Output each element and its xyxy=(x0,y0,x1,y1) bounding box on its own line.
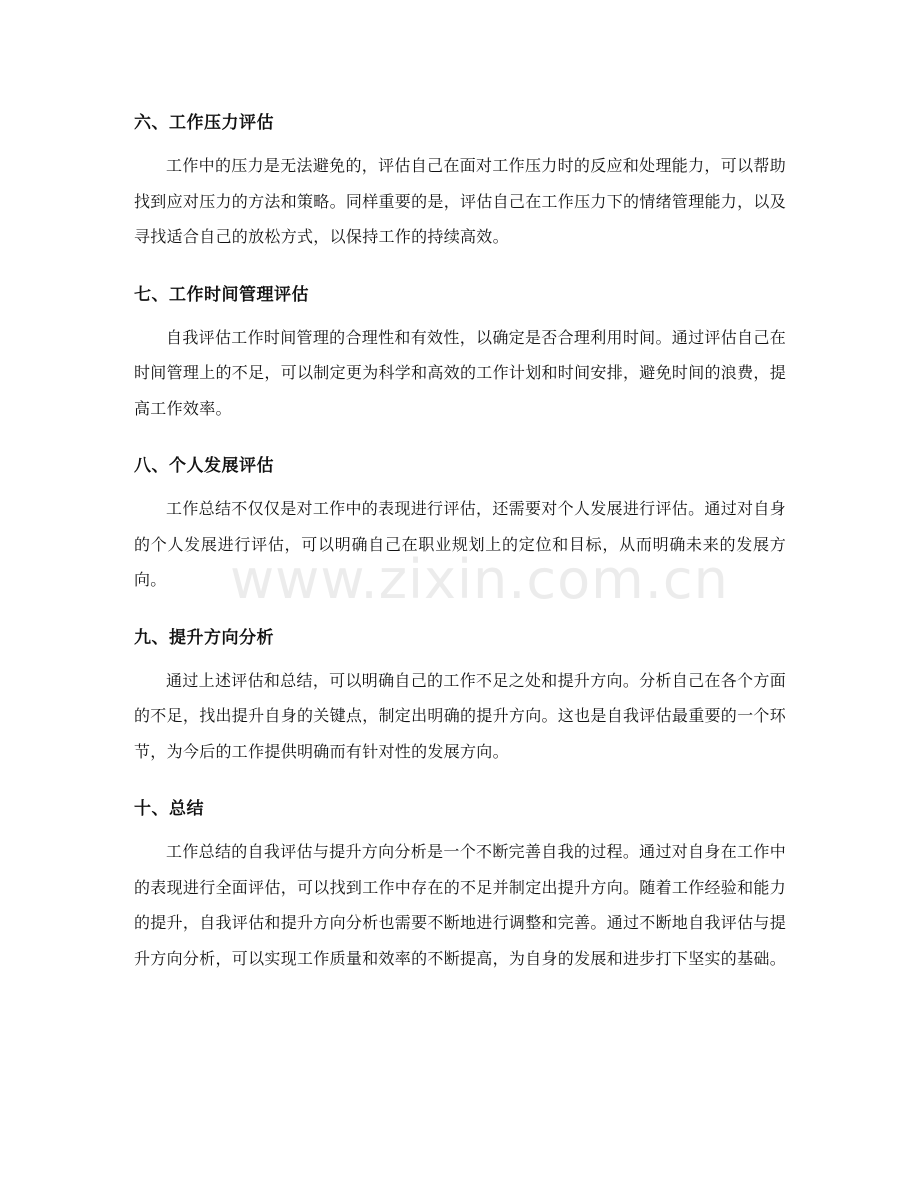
section-heading: 六、工作压力评估 xyxy=(134,113,274,133)
section-heading: 十、总结 xyxy=(134,799,204,819)
section-heading: 七、工作时间管理评估 xyxy=(134,284,309,305)
document-body xyxy=(134,104,786,997)
section-paragraph: 工作中的压力是无法避免的，评估自己在面对工作压力时的反应和处理能力，可以帮助找到应对压力的方法和策略。同样重要的是，评估自己在工作压力下的情绪管理能力，以及寻找适合自己的放松方式，以保持工作的持续高效。 xyxy=(134,156,787,246)
section-heading: 九、提升方向分析 xyxy=(134,627,274,648)
section-paragraph: 自我评估工作时间管理的合理性和有效性，以确定是否合理利用时间。通过评估自己在时间管理上的不足，可以制定更为科学和高效的工作计划和时间安排，避免时间的浪费，提高工作效率。 xyxy=(134,327,787,418)
section-time-management xyxy=(134,276,786,427)
watermark-text: www.zixin.com.cn xyxy=(230,548,729,611)
section-paragraph: 工作总结的自我评估与提升方向分析是一个不断完善自我的过程。通过对自身在工作中的表现进行全面评估，可以找到工作中存在的不足并制定出提升方向。随着工作经验和能力的提升，自我评估和提升方向分析也需要不断地进行调整和完善。通过不断地自我评估与提升方向分析，可以实现工作质量和效率的不断提高，为自身的发展和进步打下坚实的基础。 xyxy=(134,842,787,968)
section-work-pressure xyxy=(134,104,786,255)
section-summary xyxy=(134,790,786,976)
section-improvement-direction xyxy=(134,619,786,770)
section-personal-development xyxy=(134,447,786,598)
section-heading: 八、个人发展评估 xyxy=(134,456,274,476)
section-paragraph: 通过上述评估和总结，可以明确自己的工作不足之处和提升方向。分析自己在各个方面的不足，找出提升自身的关键点，制定出明确的提升方向。这也是自我评估最重要的一个环节，为今后的工作提供明确而有针对性的发展方向。 xyxy=(134,670,787,761)
section-paragraph: 工作总结不仅仅是对工作中的表现进行评估，还需要对个人发展进行评估。通过对自身的个人发展进行评估，可以明确自己在职业规划上的定位和目标，从而明确未来的发展方向。 xyxy=(134,499,786,589)
